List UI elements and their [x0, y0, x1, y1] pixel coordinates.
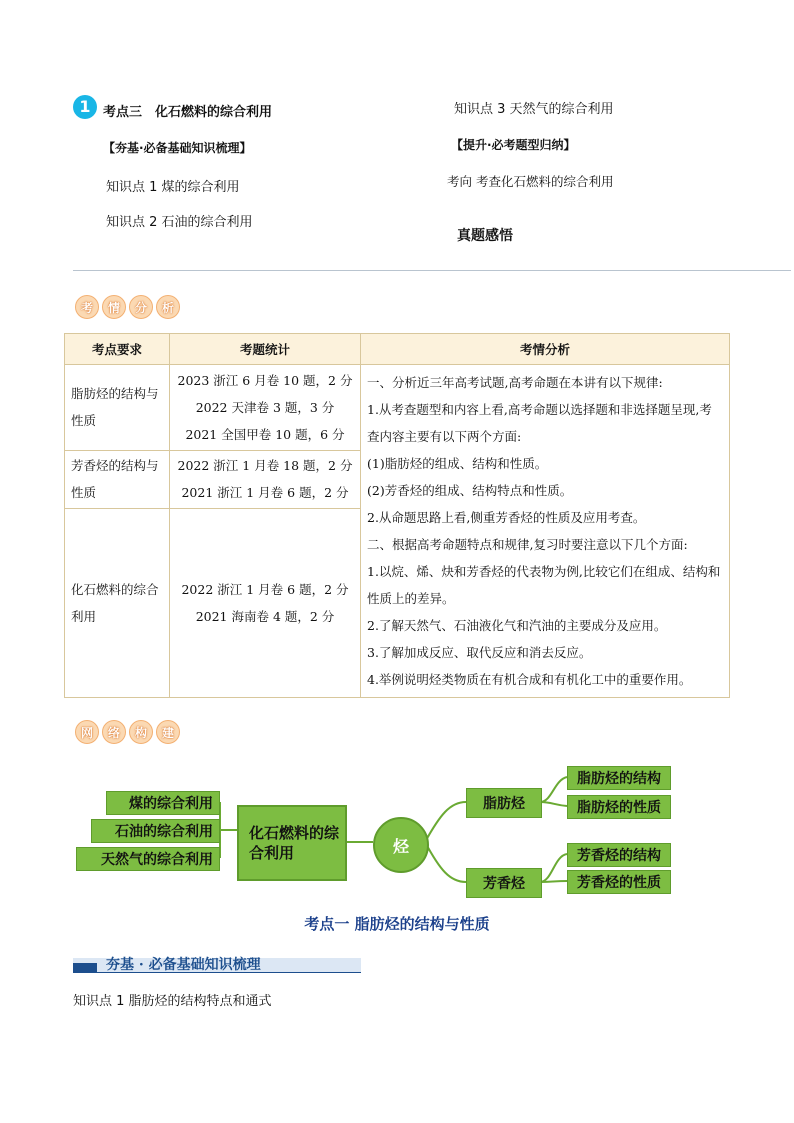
section-number-badge: 1	[73, 95, 97, 119]
section-bar-accent	[73, 963, 97, 972]
question-type: 考向 考查化石燃料的综合利用	[447, 174, 614, 189]
stats-cell	[170, 365, 361, 451]
divider-line	[73, 270, 791, 271]
mindmap-center-fossil-fuel: 化石燃料的综合利用	[237, 805, 347, 881]
mindmap-natural-gas: 天然气的综合利用	[76, 847, 220, 871]
banner-char: 网	[75, 720, 99, 744]
stats-line: 2022 浙江 1 月卷 6 题，2 分	[181, 582, 349, 597]
section1-title: 考点一 脂肪烃的结构与性质	[304, 915, 490, 933]
mindmap-hub-hydrocarbon: 烃	[373, 817, 429, 873]
stats-line: 2021 全国甲卷 10 题，6 分	[185, 426, 345, 442]
mindmap-petroleum: 石油的综合利用	[91, 819, 220, 843]
section1-kp1: 知识点 1 脂肪烃的结构特点和通式	[73, 994, 272, 1009]
requirement-cell: 芳香烃的结构与性质	[65, 450, 170, 508]
connector-curve	[425, 802, 466, 842]
requirement-cell: 脂肪烃的结构与性质	[65, 365, 170, 451]
banner-char: 考	[75, 295, 99, 319]
analysis-line: 一、分析近三年高考试题,高考命题在本讲有以下规律:	[367, 375, 663, 390]
stats-line: 2021 浙江 1 月卷 6 题，2 分	[181, 485, 349, 501]
banner-char: 情	[102, 295, 126, 319]
banner-network-construction	[75, 720, 180, 744]
header-stats: 考题统计	[170, 334, 361, 365]
mindmap-aromatic-property: 芳香烃的性质	[567, 870, 671, 894]
table-row	[65, 365, 730, 451]
requirement-cell: 化石燃料的综合利用	[65, 509, 170, 698]
stats-line: 2022 浙江 1 月卷 18 题，2 分	[177, 458, 353, 474]
banner-char: 分	[129, 295, 153, 319]
stats-line: 2022 天津卷 3 题，3 分	[195, 399, 335, 415]
real-exam-heading: 真题感悟	[457, 228, 513, 244]
mindmap-aromatic: 芳香烃	[466, 868, 542, 898]
mindmap-coal: 煤的综合利用	[106, 791, 220, 815]
mindmap-aromatic-structure: 芳香烃的结构	[567, 843, 671, 867]
kp1-coal: 知识点 1 煤的综合利用	[106, 180, 240, 195]
analysis-line: 1.以烷、烯、炔和芳香烃的代表物为例,比较它们在组成、结构和性质上的差异。	[367, 564, 721, 606]
stats-cell	[170, 509, 361, 698]
mindmap-aliphatic: 脂肪烃	[466, 788, 542, 818]
connector-curve	[540, 881, 567, 882]
analysis-line: (1)脂肪烃的组成、结构和性质。	[367, 456, 548, 471]
mindmap-aliphatic-property: 脂肪烃的性质	[567, 795, 671, 819]
stats-line: 2023 浙江 6 月卷 10 题，2 分	[177, 372, 353, 388]
section-bar-title: 夯基 · 必备基础知识梳理	[106, 957, 261, 973]
analysis-line: 2.从命题思路上看,侧重芳香烃的性质及应用考查。	[367, 510, 646, 525]
kp3-natural-gas: 知识点 3 天然气的综合利用	[454, 102, 614, 117]
analysis-line: 二、根据高考命题特点和规律,复习时要注意以下几个方面:	[367, 537, 688, 552]
exam-statistics-table	[64, 333, 730, 698]
stats-cell	[170, 450, 361, 508]
stats-line: 2021 海南卷 4 题，2 分	[195, 609, 335, 624]
analysis-line: (2)芳香烃的组成、结构特点和性质。	[367, 483, 573, 498]
banner-char: 络	[102, 720, 126, 744]
connector-curve	[540, 854, 567, 882]
connector-curve	[540, 802, 567, 806]
analysis-cell	[361, 365, 730, 698]
banner-exam-analysis	[75, 295, 180, 319]
left-sub-heading: 【夯基·必备基础知识梳理】	[103, 141, 252, 155]
header-analysis: 考情分析	[361, 334, 730, 365]
connector-curve	[540, 777, 567, 802]
analysis-line: 2.了解天然气、石油液化气和汽油的主要成分及应用。	[367, 618, 667, 633]
section3-title: 考点三 化石燃料的综合利用	[103, 105, 273, 120]
right-sub-heading: 【提升·必考题型归纳】	[451, 138, 576, 152]
header-requirement: 考点要求	[65, 334, 170, 365]
connector-curve	[425, 842, 466, 882]
analysis-line: 1.从考查题型和内容上看,高考命题以选择题和非选择题呈现,考查内容主要有以下两个方面:	[367, 402, 712, 444]
banner-char: 析	[156, 295, 180, 319]
mindmap-aliphatic-structure: 脂肪烃的结构	[567, 766, 671, 790]
banner-char: 构	[129, 720, 153, 744]
analysis-line: 3.了解加成反应、取代反应和消去反应。	[367, 645, 592, 660]
kp2-petroleum: 知识点 2 石油的综合利用	[106, 215, 253, 230]
analysis-line: 4.举例说明烃类物质在有机合成和有机化工中的重要作用。	[367, 672, 692, 687]
banner-char: 建	[156, 720, 180, 744]
